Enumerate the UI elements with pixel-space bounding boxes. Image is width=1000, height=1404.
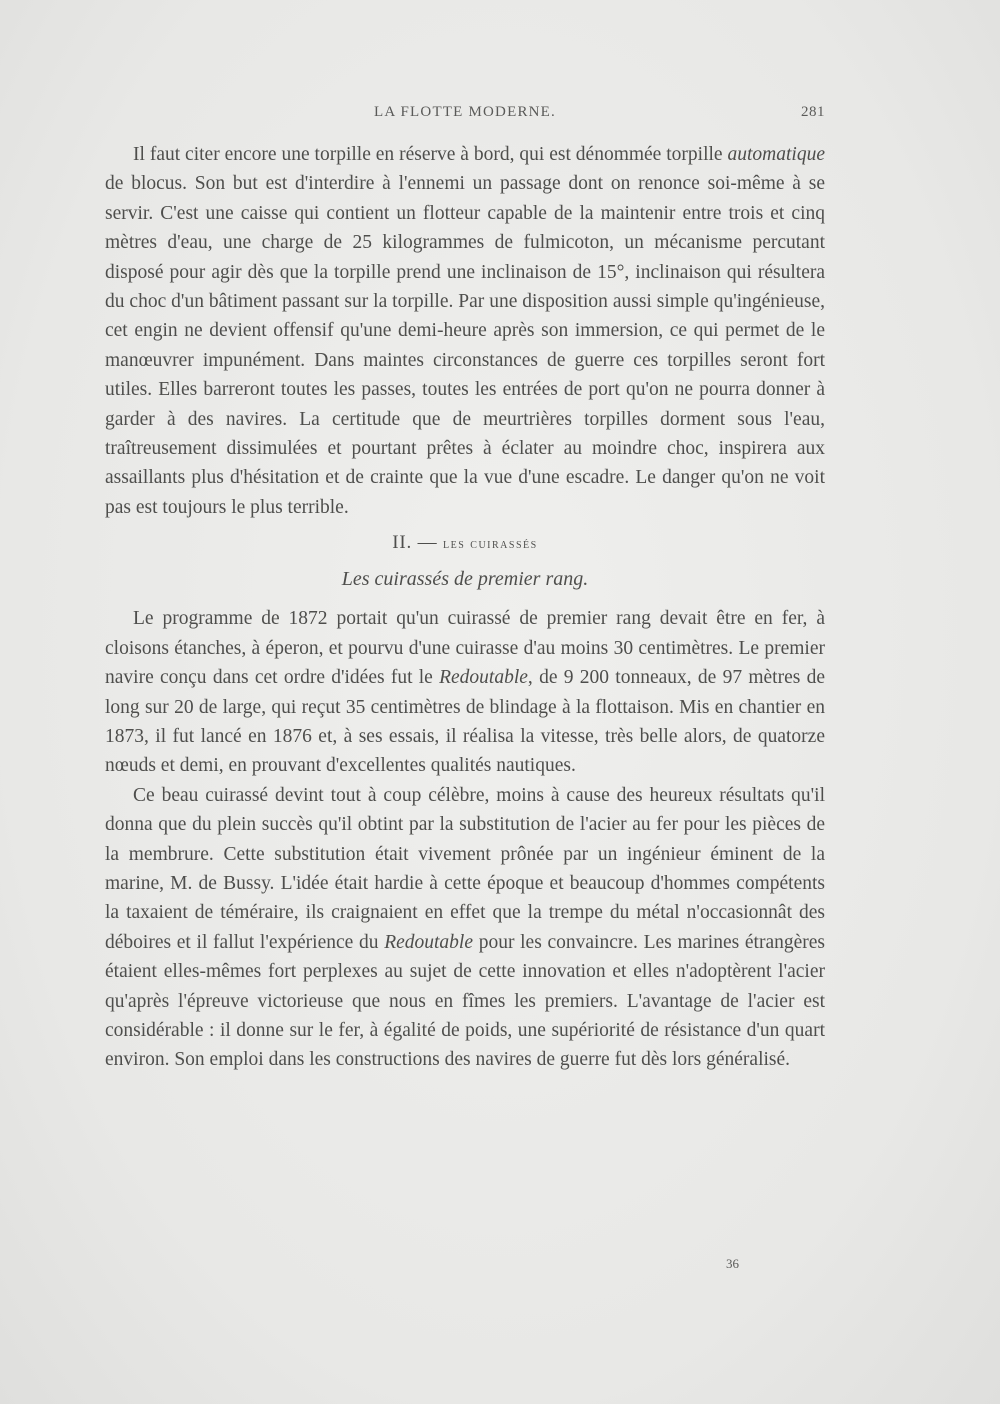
- paragraph-text: de blocus. Son but est d'interdire à l'ennemi un passage dont on renonce soi-même à se servir. C'est une caisse qui contient un flotteur capable de la maintenir entre trois et cinq mètres d'eau, une charge de 25 kilogrammes de fulmicoton, un mécanisme percutant disposé pour agir dès que la torpille prend une inclinaison de 15°, inclinaison qui résultera du choc d'un bâtiment passant sur la torpille. Par une disposition aussi simple qu'ingénieuse, cet engin ne devient offensif qu'une demi-heure après son immersion, ce qui permet de le manœuvrer impunément. Dans maintes circonstances de guerre ces torpilles seront fort utiles. Elles barreront toutes les passes, toutes les entrées de port qu'on ne pourra donner à garder à des navires. La certitude que de meurtrières torpilles dorment sous l'eau, traîtreusement dissimulées et pourtant prêtes à éclater au moindre choc, inspirera aux assaillants plus d'hésitation et de crainte que la vue d'une escadre. Le danger qu'on ne voit pas est toujours le plus terrible.: [105, 173, 825, 518]
- paragraph-acier: [105, 781, 825, 1075]
- italic-term: automatique: [727, 144, 825, 165]
- paragraph-text: Il faut citer encore une torpille en réserve à bord, qui est dénommée torpille: [133, 144, 728, 165]
- body-text: [105, 140, 825, 1075]
- page-number: 281: [801, 104, 825, 120]
- running-title: LA FLOTTE MODERNE.: [373, 104, 556, 120]
- paragraph-text: pour les convaincre. Les marines étrangères étaient elles-mêmes fort perplexes au sujet de cette innovation et elles n'adoptèrent l'acier qu'après l'épreuve victorieuse que nous en fîmes les premiers. L'avantage de l'acier est considérable : il donne sur le fer, à égalité de poids, une supériorité de résistance d'un quart environ. Son emploi dans les constructions des navires de guerre fut dès lors généralisé.: [105, 931, 825, 1071]
- section-title: les cuirassés: [443, 537, 538, 553]
- ship-name: Redoutable: [384, 931, 473, 953]
- running-header: [105, 104, 825, 128]
- paragraph-text: , de 9 200 tonneaux, de 97 mètres de long sur 20 de large, qui reçut 35 centimètres de blindage à la flottaison. Mis en chantier en 1873, il fut lancé en 1876 et, à ses essais, il réalisa la vitesse, très belle alors, de quatorze nœuds et demi, en prouvant d'excellentes qualités nautiques.: [105, 667, 825, 777]
- paragraph-text: Ce beau cuirassé devint tout à coup célèbre, moins à cause des heureux résultats qu'il donna que du plein succès qu'il obtint par la substitution de l'acier au fer pour les pièces de la membrure. Cette substitution était vivement prônée par un ingénieur éminent de la marine, M. de Bussy. L'idée était hardie à cette époque et beaucoup d'hommes compétents la taxaient de téméraire, ils craignaient en effet que la trempe du métal n'occasionnât des déboires et il fallut l'expérience du: [105, 784, 825, 953]
- section-number: II. —: [392, 532, 444, 554]
- section-heading: [105, 528, 825, 560]
- paragraph-programme-1872: [105, 604, 825, 780]
- paragraph-torpille-blocus: [105, 140, 825, 522]
- paragraph-text: Le programme de 1872 portait qu'un cuirassé de premier rang devait être en fer, à cloisons étanches, à éperon, et pourvu d'une cuirasse d'au moins 30 centimètres. Le premier navire conçu dans cet ordre d'idées fut le: [105, 608, 825, 689]
- ship-name: Redoutable: [439, 667, 528, 689]
- printer-signature: 36: [726, 1256, 739, 1271]
- subsection-heading: Les cuirassés de premier rang.: [341, 568, 589, 591]
